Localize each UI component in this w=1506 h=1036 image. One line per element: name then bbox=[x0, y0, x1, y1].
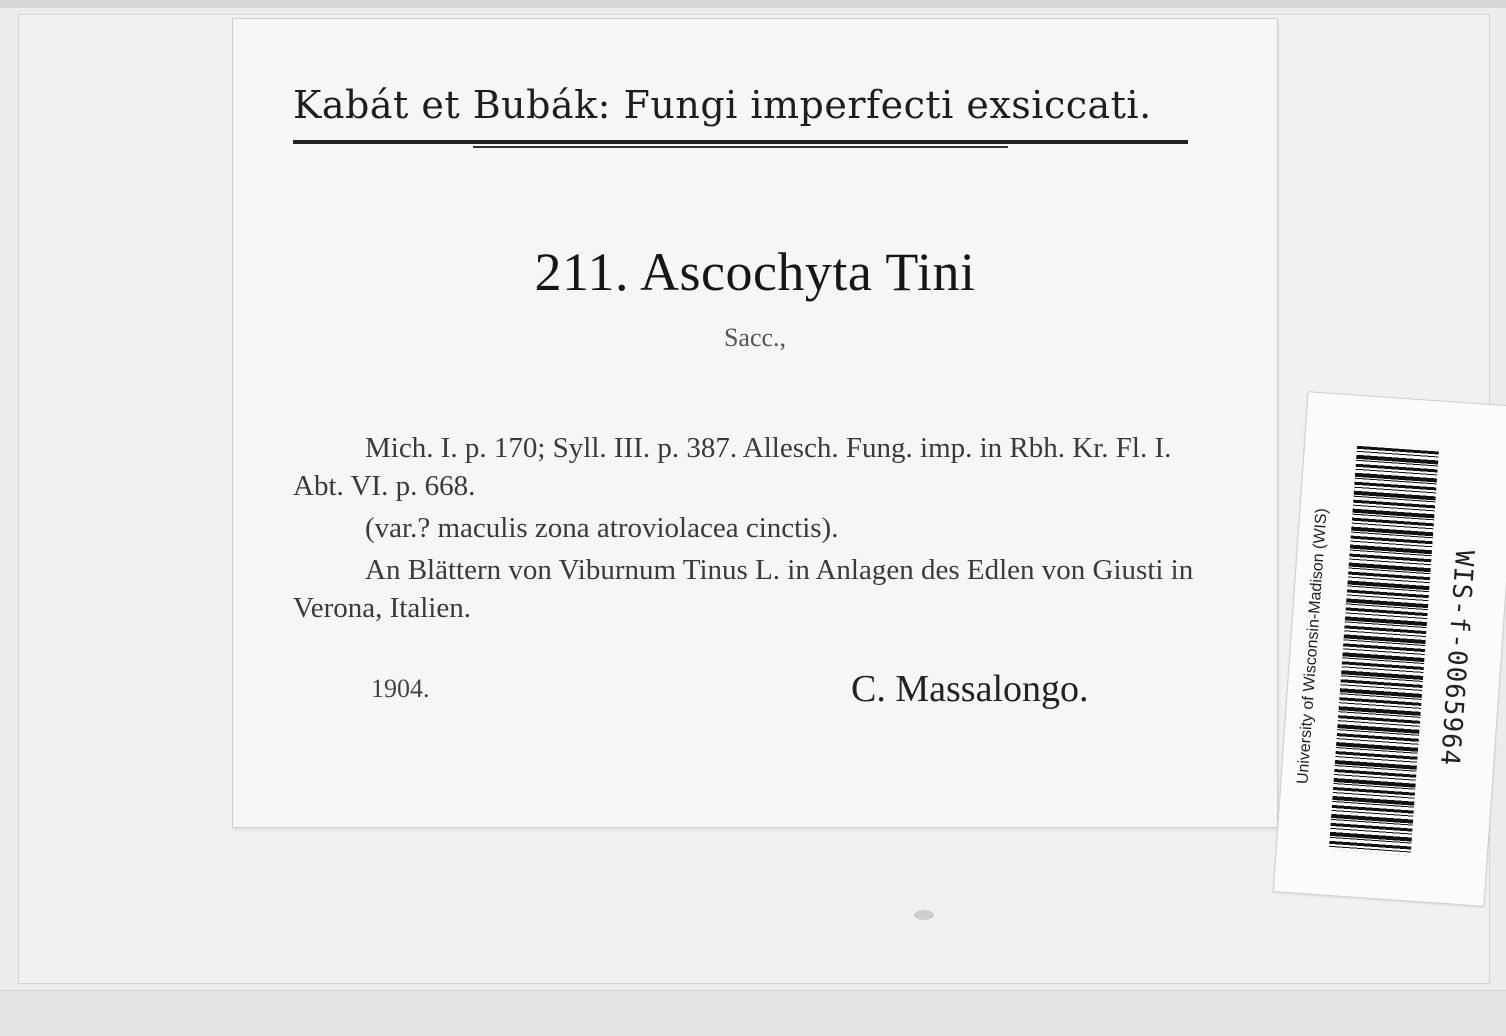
barcode bbox=[1329, 446, 1439, 856]
barcode-label bbox=[1273, 391, 1506, 907]
variety-text: (var.? maculis zona atroviolacea cinctis). bbox=[365, 512, 839, 544]
collection-year: 1904. bbox=[371, 674, 430, 703]
paper-smudge bbox=[914, 910, 934, 920]
header-rule-inner bbox=[473, 146, 1008, 148]
catalog-number: WIS-f-0065964 bbox=[1433, 549, 1480, 768]
locality-paragraph bbox=[293, 551, 1198, 627]
locality-text: An Blättern von Viburnum Tinus L. in Anlagen des Edlen von Giusti in Verona, Italien. bbox=[293, 554, 1194, 624]
header-rule bbox=[293, 140, 1188, 144]
references-paragraph bbox=[293, 429, 1198, 505]
label-header: Kabát et Bubák: Fungi imperfecti exsiccati. bbox=[293, 83, 1152, 127]
sheet-lower-band bbox=[0, 990, 1506, 1036]
variety-paragraph bbox=[293, 509, 1198, 547]
collector-name: C. Massalongo. bbox=[851, 668, 1089, 710]
species-title: 211. Ascochyta Tini bbox=[534, 242, 976, 302]
references-text: Mich. I. p. 170; Syll. III. p. 387. Allesch. Fung. imp. in Rbh. Kr. Fl. I. Abt. VI. p. 668. bbox=[293, 432, 1172, 502]
institution-name: University of Wisconsin-Madison (WIS) bbox=[1294, 507, 1331, 785]
sheet-top-edge bbox=[0, 0, 1506, 8]
species-authority: Sacc., bbox=[723, 323, 787, 352]
specimen-label bbox=[232, 18, 1278, 828]
